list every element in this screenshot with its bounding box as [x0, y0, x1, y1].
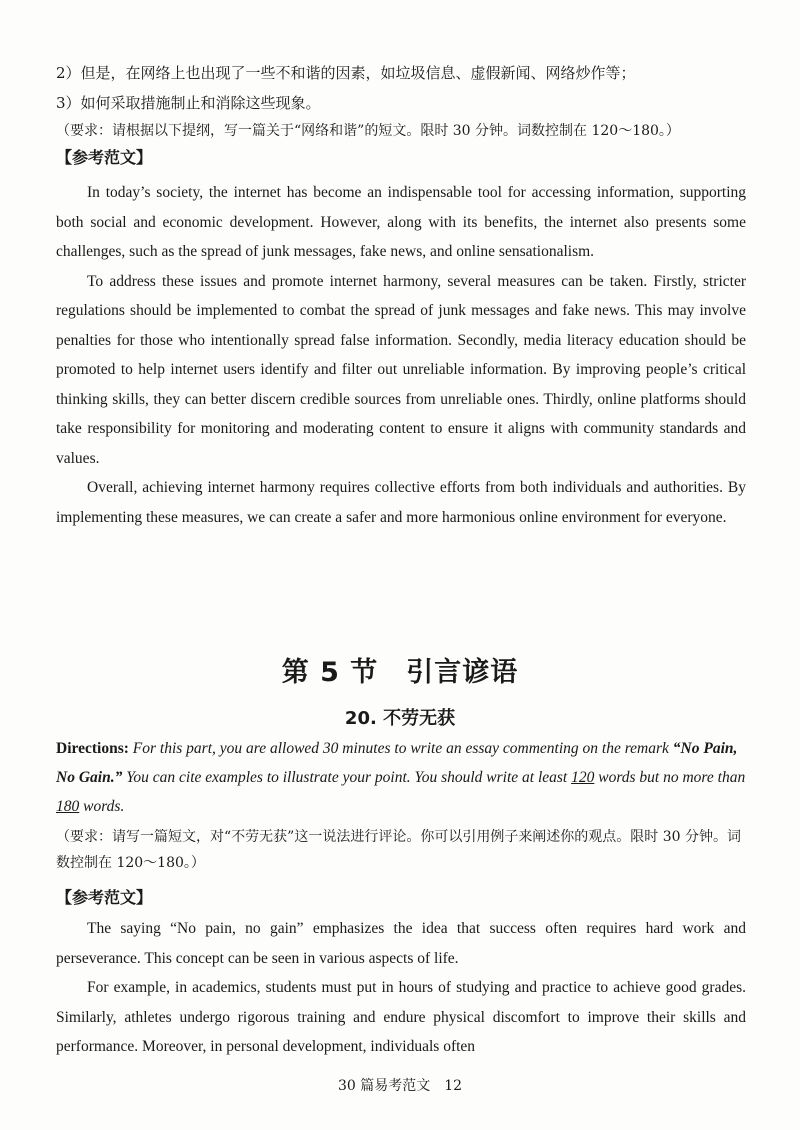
outline-item-3-text: 3）如何采取措施制止和消除这些现象。 — [56, 94, 321, 112]
outline-item-2-text: 2）但是，在网络上也出现了一些不和谐的因素，如垃圾信息、虚假新闻、网络炒作等； — [56, 64, 636, 82]
essay-1-paragraph: In today’s society, the internet has become an indispensable tool for accessing information, supporting both social and economic development. However, along with its benefits, the internet also presents some challenges, such as the spread of junk messages, fake news, and online sensationalism. — [56, 184, 746, 260]
sample-heading-1 — [56, 146, 746, 170]
requirement-note-2 — [56, 824, 746, 876]
requirement-note-1 — [56, 120, 746, 142]
directions-part-2: You can cite examples to illustrate your point. You should write at least — [122, 769, 572, 786]
section-title: 第 5 节 引言谚语 — [281, 657, 519, 688]
directions-part-1: For this part, you are allowed 30 minutes to write an essay commenting on the remark — [128, 740, 673, 757]
requirement-note-2-text: （要求：请写一篇短文，对“不劳无获”这一说法进行评论。你可以引用例子来阐述你的观点。限时 30 分钟。词数控制在 120～180。） — [56, 829, 742, 871]
sample-heading-1-text: 【参考范文】 — [56, 148, 153, 167]
directions — [56, 734, 746, 821]
page-footer: 30 篇易考范文 12 — [337, 1078, 463, 1094]
essay-1-paragraph: Overall, achieving internet harmony requires collective efforts from both individuals and authorities. By implementing these measures, we can create a safer and more harmonious online environment for everyone. — [56, 479, 746, 526]
min-words: 120 — [571, 769, 595, 786]
essay-2 — [56, 914, 746, 1062]
requirement-note-1-text: （要求：请根据以下提纲，写一篇关于“网络和谐”的短文。限时 30 分钟。词数控制在 120～180。） — [56, 123, 680, 139]
essay-2-paragraph: The saying “No pain, no gain” emphasizes the idea that success often requires hard work and perseverance. This concept can be seen in various aspects of life. — [56, 920, 746, 967]
outline-item-3 — [56, 92, 746, 114]
directions-lead: Directions: — [56, 740, 129, 757]
topic-title: 20. 不劳无获 — [344, 708, 456, 729]
essay-1 — [56, 178, 746, 532]
directions-part-4: words. — [79, 798, 125, 815]
max-words: 180 — [56, 798, 80, 815]
directions-text — [56, 734, 746, 821]
sample-heading-2-text: 【参考范文】 — [56, 888, 153, 907]
essay-1-paragraph: To address these issues and promote internet harmony, several measures can be taken. Firstly, stricter regulations should be implemented to combat the spread of junk messages and fake news. This may involve penalties for those who intentionally spread false information. Secondly, media literacy education should be promoted to help internet users identify and filter out unreliable information. By improving people’s critical thinking skills, they can better discern credible sources from unreliable ones. Thirdly, online platforms should take responsibility for monitoring and moderating content to ensure it aligns with community standards and values. — [56, 272, 746, 467]
outline-item-2 — [56, 62, 746, 84]
directions-part-3: words but no more than — [594, 769, 746, 786]
essay-2-paragraph: For example, in academics, students must put in hours of studying and practice to achieve good grades. Similarly, athletes undergo rigorous training and endure physical discomfort to improve their skills and performance. Moreover, in personal development, individuals often — [56, 979, 746, 1055]
sample-heading-2 — [56, 886, 746, 910]
directions-remark: “No Pain, No Gain.” — [56, 740, 738, 786]
